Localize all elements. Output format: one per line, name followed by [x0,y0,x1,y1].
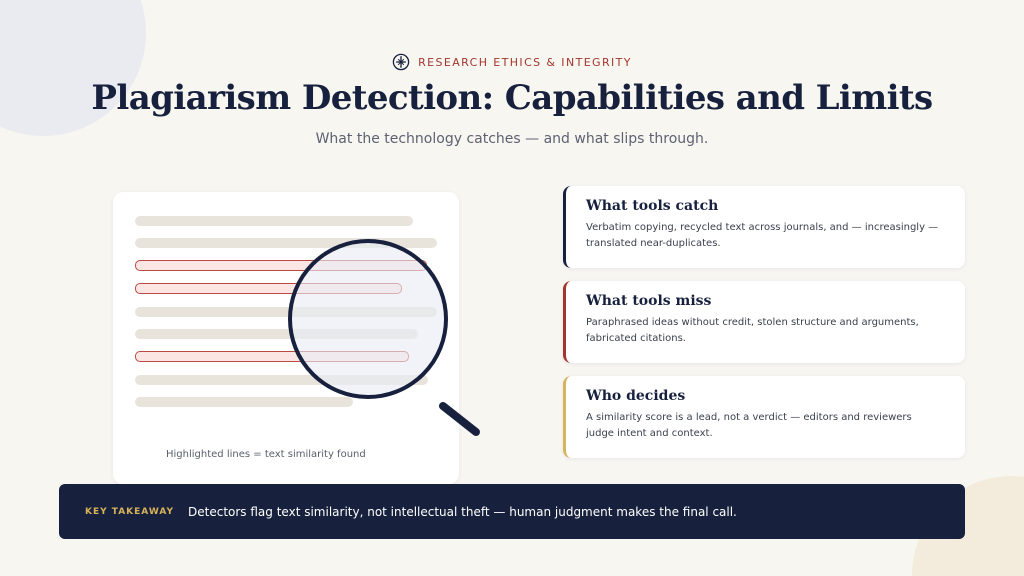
takeaway-text: Detectors flag text similarity, not intellectual theft — human judgment makes the final call. [188,504,737,519]
text-line [135,216,413,226]
card-body [586,315,947,347]
card-title: What tools miss [586,293,712,309]
card-body-line: A similarity score is a lead, not a verdict — editors and reviewers [586,412,912,423]
page-title: Plagiarism Detection: Capabilities and Limits [91,78,933,118]
card-title: Who decides [586,388,686,404]
card-what-tools-miss [563,281,965,363]
card-title: What tools catch [586,198,719,214]
card-body [586,410,947,442]
card-body-line: Paraphrased ideas without credit, stolen structure and arguments, [586,317,919,328]
card-body-line: judge intent and context. [586,428,713,439]
card-body-line: fabricated citations. [586,333,686,344]
magnifier-icon [285,232,485,442]
eyebrow [0,53,1024,71]
card-body-line: Verbatim copying, recycled text across journals, and — increasingly — [586,222,939,233]
card-body [586,220,947,252]
compass-cross-icon [392,53,410,71]
illustration-caption: Highlighted lines = text similarity found [166,449,366,460]
key-takeaway-banner [59,484,965,539]
eyebrow-label: RESEARCH ETHICS & INTEGRITY [418,55,632,69]
card-what-tools-catch [563,186,965,268]
takeaway-label: KEY TAKEAWAY [85,506,175,517]
page-subtitle: What the technology catches — and what slips through. [315,131,709,147]
card-body-line: translated near-duplicates. [586,238,721,249]
card-who-decides [563,376,965,458]
